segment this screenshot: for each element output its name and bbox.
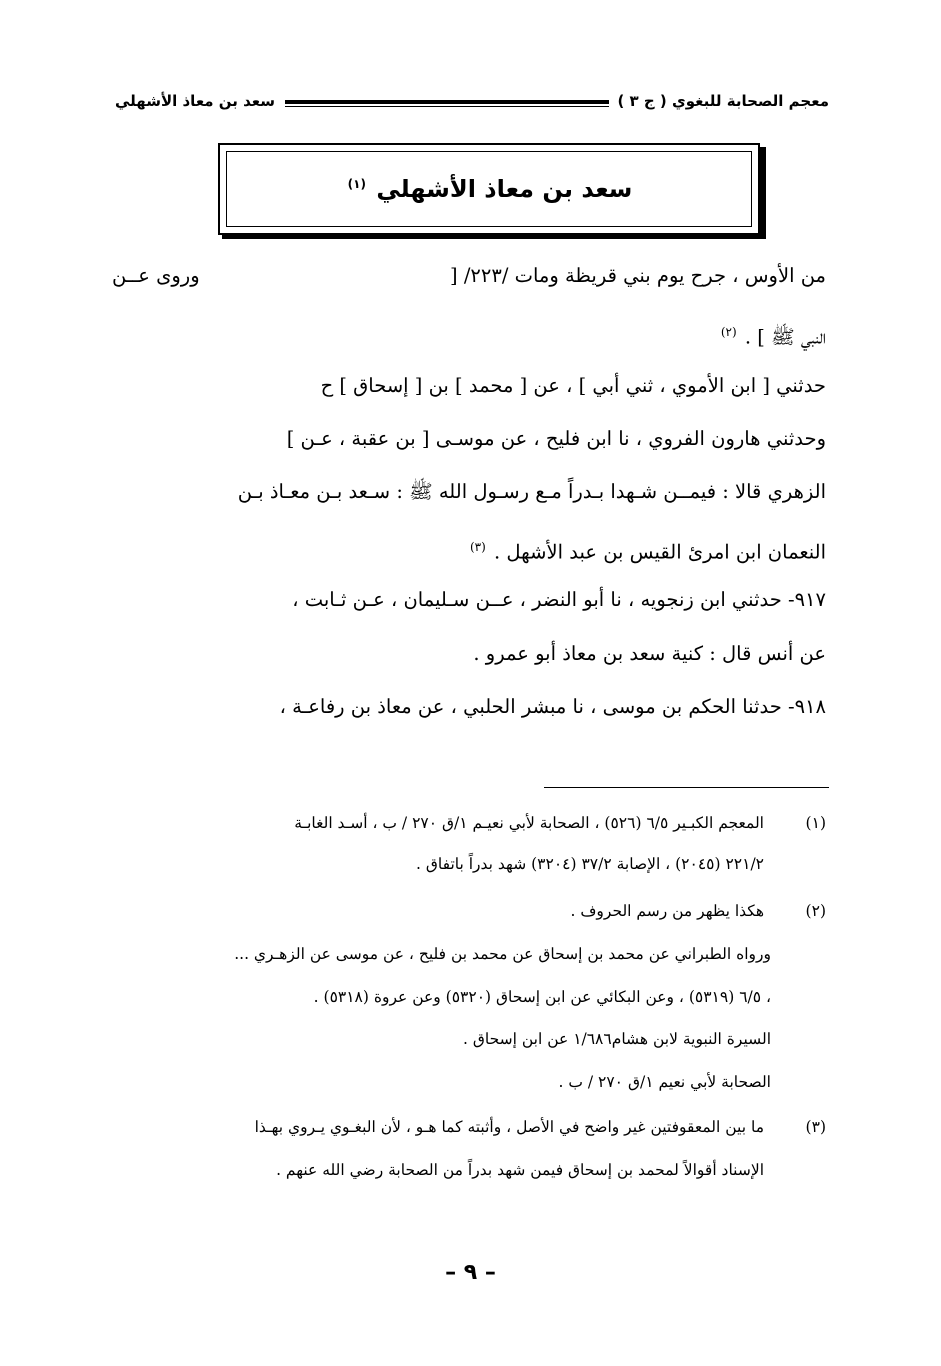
hadith-918-line-1: ٩١٨- حدثنا الحكم بن موسى ، نا مبشر الحلبي ، عن معاذ بن رفاعـة ، [279,695,826,718]
title-box-shadow-side [760,147,766,239]
body-line-5: الزهري قالا : فيمــن شـهدا بـدراً مـع رسـول الله ﷺ : سـعد بـن معـاذ بـن [237,480,826,503]
hadith-917-line-2: عن أنس قال : كنية سعد بن معاذ أبو عمرو . [473,642,826,665]
header-rule-thin [285,106,609,107]
body-line-2 [112,318,826,352]
body-line-4: وحدثني هارون الفروي ، نا ابن فليح ، عن موسـى [ بن عقبة ، عـن ] [286,427,826,450]
footnote-2-number: (٢) [805,902,826,920]
page-number: – ٩ – [445,1260,496,1285]
entry-title-frame [226,151,752,227]
footnote-2-text-5: الصحابة لأبي نعيم ١/ق ٢٧٠ / ب . [558,1073,771,1091]
footnote-2-text-3: ، ٦/٥ (٥٣١٩) ، وعن البكائي عن ابن إسحاق (٥٣٢٠) وعن عروة (٥٣١٨) . [313,988,771,1006]
footnote-1-text-1: المعجم الكبـير ٦/٥ (٥٢٦) ، الصحابة لأبي نعيـم ١/ق ٢٧٠ / ب ، أسـد الغابـة [294,814,764,832]
body-line-3: حدثني [ ابن الأموي ، ثني أبي ] ، عن [ محمد ] بن [ إسحاق ] ح [320,374,826,397]
body-line-1-end: وروى عــن [112,264,200,287]
footnote-2-text-1: هكذا يظهر من رسم الحروف . [570,902,764,920]
hadith-917-line-1: ٩١٧- حدثني ابن زنجويه ، نا أبو النضر ، عــن سـليمان ، عـن ثـابت ، [292,588,826,611]
entry-title-note-ref: (١) [347,177,366,191]
body-line-1-start: من الأوس ، جرح يوم بني قريظة ومات /٢٢٣/ [ [450,264,826,287]
entry-title-box [218,143,760,235]
running-header [115,92,829,122]
footnote-3-number: (٣) [805,1118,826,1136]
body-line-2-text: النبي ﷺ ] . [744,325,826,349]
footnote-ref-3: (٣) [469,540,486,554]
footnote-2-text-2: ورواه الطبراني عن محمد بن إسحاق عن محمد بن فليح ، عن موسى عن الزهـري ... [234,945,771,963]
footnote-1-text-2: ٢٢١/٢ (٢٠٤٥) ، الإصابة ٣٧/٢ (٣٢٠٤) شهد بدراً باتفاق . [416,855,764,873]
footnote-ref-2: (٢) [720,325,737,339]
footnote-3-text-2: الإسناد أقوالاً لمحمد بن إسحاق فيمن شهد بدراً من الصحابة رضي الله عنهم . [276,1161,764,1179]
footnote-2-text-4: السيرة النبوية لابن هشام١/٦٨٦ عن ابن إسحاق . [463,1030,771,1048]
body-line-6-text: النعمان ابن امرئ القيس بن عبد الأشهل . [494,540,826,564]
header-section-title: سعد بن معاذ الأشهلي [115,92,276,110]
header-rule [285,100,609,104]
footnote-3-text-1: ما بين المعقوفتين غير واضح في الأصل ، وأثبته كما هـو ، لأن البغـوي يـروي بهـذا [254,1118,764,1136]
entry-title [346,175,633,203]
header-book-title: معجم الصحابة للبغوي ( ج ٣ ) [617,92,829,110]
footnote-1-number: (١) [805,814,826,832]
entry-title-text: سعد بن معاذ الأشهلي [376,175,633,203]
body-line-6 [112,533,826,567]
footnote-separator [544,787,829,788]
